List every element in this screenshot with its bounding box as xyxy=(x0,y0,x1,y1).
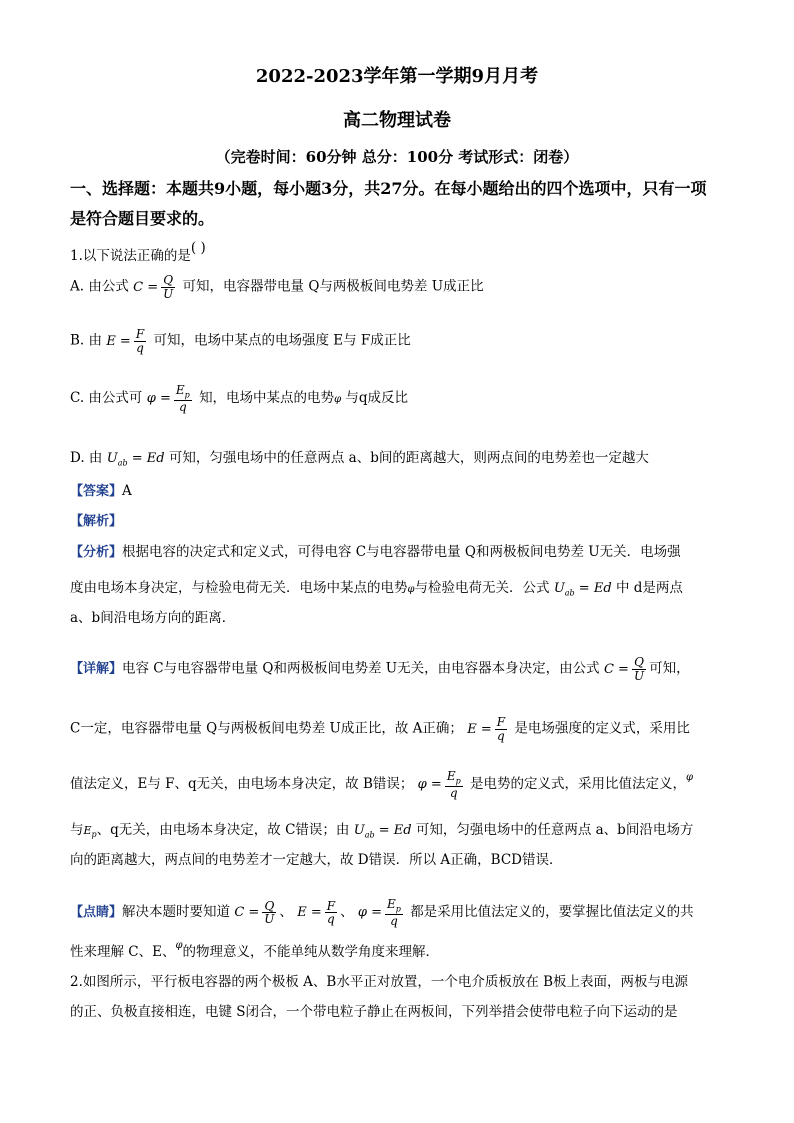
q1-detail-line1: 【详解】电容 C与电容器带电量 Q和两极板间电势差 U无关，由电容器本身决定，由公式 C = $\frac{Q}{U}$ 可知， xyxy=(70,655,690,683)
q1-stem: 1.以下说法正确的是( ) xyxy=(70,240,206,264)
q1-fenxi-line3: a、b间沿电场方向的距离． xyxy=(70,610,236,626)
formula-phi-ep-q: φ = $\frac{E_p}{q}$ xyxy=(417,769,461,800)
q1-detail-line5: 向的距离越大，两点间的电势差才一定越大，故 D错误．所以 A正确，BCD错误． xyxy=(70,852,563,868)
section1-heading-line1: 一、选择题：本题共9小题，每小题3分，共27分。在每小题给出的四个选项中，只有一项 xyxy=(70,179,707,198)
formula-phi-ep-q: φ = $\frac{E_p}{q}$ xyxy=(357,897,401,928)
q2-stem-line2: 的正、负极直接相连，电键 S闭合，一个带电粒子静止在两板间，下列举措会使带电粒子向下运动的是 xyxy=(70,1004,678,1020)
formula-phi-ep-q: φ = $\frac{E_p}{q}$ xyxy=(146,383,190,414)
q1-answer: 【答案】A xyxy=(70,483,132,499)
exam-info: （完卷时间：60分钟 总分：100分 考试形式：闭卷） xyxy=(215,148,579,166)
formula-c-q-u: C = $\frac{Q}{U}$ xyxy=(234,898,275,927)
q1-fenxi-line1: 【分析】根据电容的决定式和定义式，可得电容 C与电容器带电量 Q和两极板间电势差 U无关．电场强 xyxy=(70,544,681,560)
formula-uab-ed: $U_{ab} = Ed$ xyxy=(106,451,165,468)
q1-option-a[interactable]: A. 由公式 C = $\frac{Q}{U}$ 可知，电容器带电量 Q与两极板间电势差 U成正比 xyxy=(70,273,484,301)
section1-heading-line2: 是符合题目要求的。 xyxy=(70,209,215,228)
exam-subtitle: 高二物理试卷 xyxy=(343,110,451,131)
q1-option-b[interactable]: B. 由 E = $\frac{F}{q}$ 可知，电场中某点的电场强度 E与 F成正比 xyxy=(70,327,411,355)
exam-title: 2022-2023学年第一学期9月月考 xyxy=(255,66,539,87)
q1-analysis-heading: 【解析】 xyxy=(70,514,123,529)
q1-option-d[interactable]: D. 由 $U_{ab} = Ed$ 可知，匀强电场中的任意两点 a、b间的距离越大，则两点间的电势差也一定越大 xyxy=(70,450,649,468)
q1-fenxi-line2: 度由电场本身决定，与检验电荷无关．电场中某点的电势φ与检验电荷无关．公式 $U_{ab} = Ed$ 中 d是两点 xyxy=(70,580,683,598)
q1-dianjing-line2: 性来理解 C、E、$^\varphi$的物理意义，不能单纯从数学角度来理解． xyxy=(70,940,439,960)
formula-c-q-u: C = $\frac{Q}{U}$ xyxy=(133,273,174,301)
formula-c-q-u: C = $\frac{Q}{U}$ xyxy=(603,655,645,683)
formula-e-f-q: E = $\frac{F}{q}$ xyxy=(106,327,145,355)
formula-e-f-q: E = $\frac{F}{q}$ xyxy=(467,715,506,743)
q1-dianjing-line1: 【点睛】解决本题时要知道 C = $\frac{Q}{U}$ 、 E = $\frac{F}{q}$ 、 φ = $\frac{E_p}{q}$ 都是采用比值法定义的，要掌握比值法定义的共 xyxy=(70,897,694,928)
formula-e-f-q: E = $\frac{F}{q}$ xyxy=(297,898,336,927)
q2-stem-line1: 2.如图所示，平行板电容器的两个极板 A、B水平正对放置，一个电介质板放在 B板上表面，两板与电源 xyxy=(70,974,689,990)
q1-detail-line3: 值法定义，E与 F、q无关，由电场本身决定，故 B错误； φ = $\frac{E_p}{q}$ 是电势的定义式，采用比值法定义，$^\varphi$ xyxy=(70,769,694,800)
symbol-phi: φ xyxy=(334,394,342,406)
q1-detail-line2: C一定，电容器带电量 Q与两极板间电势差 U成正比，故 A正确； E = $\frac{F}{q}$ 是电场强度的定义式，采用比 xyxy=(70,715,690,743)
q1-detail-line4: 与$E_p$、q无关，由电场本身决定，故 C错误；由 $U_{ab} = Ed$ 可知，匀强电场中的任意两点 a、b间沿电场方 xyxy=(70,822,694,840)
formula-uab-ed: $U_{ab} = Ed$ xyxy=(553,581,612,598)
formula-uab-ed: $U_{ab} = Ed$ xyxy=(353,823,412,840)
q1-option-c[interactable]: C. 由公式可 φ = $\frac{E_p}{q}$ 知，电场中某点的电势φ 与q成反比 xyxy=(70,383,409,414)
